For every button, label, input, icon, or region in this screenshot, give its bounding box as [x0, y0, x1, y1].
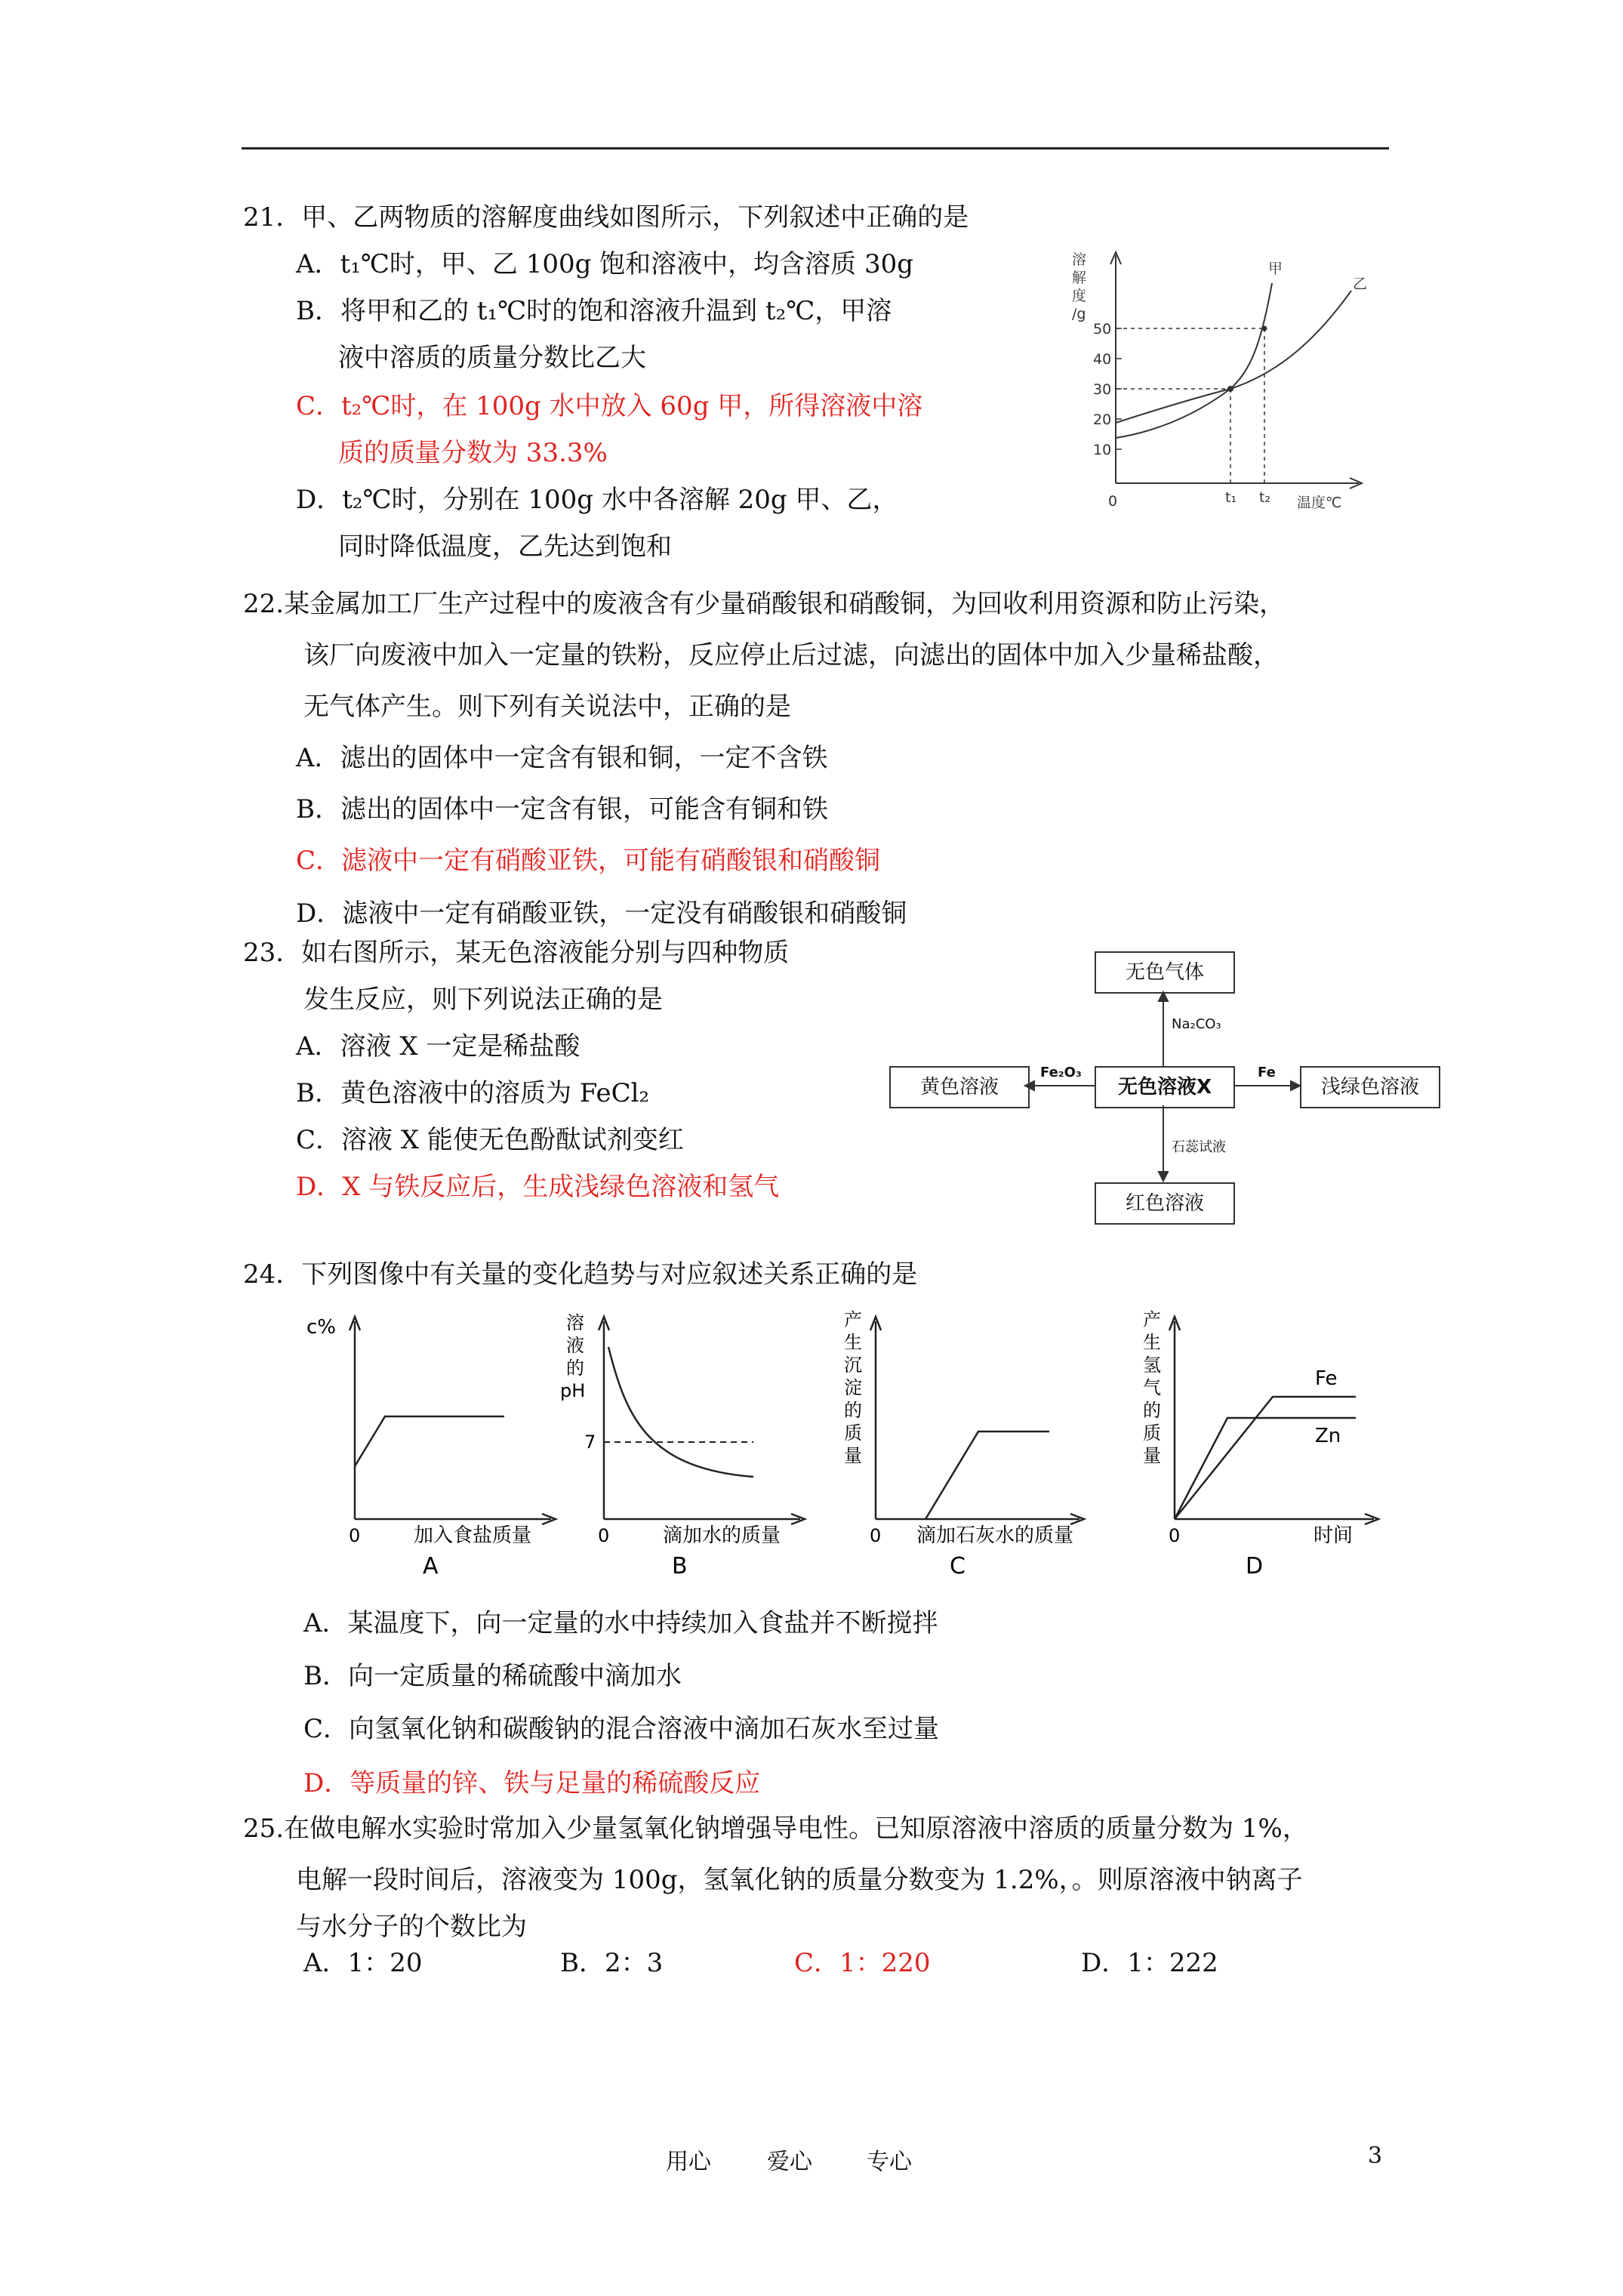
q25-option-b: B．2：3: [560, 1948, 664, 1978]
graph-d-label-zn: Zn: [1315, 1425, 1341, 1447]
arrow-label-fe2o3: Fe₂O₃: [1040, 1065, 1082, 1080]
graph-d: [1110, 1299, 1397, 1586]
graph-c-ylabel-1: 产: [844, 1309, 862, 1330]
q24-option-b: B．向一定质量的稀硫酸中滴加水: [303, 1661, 682, 1691]
graph-d-xlabel: 时间: [1313, 1524, 1354, 1547]
q22-option-a: A．滤出的固体中一定含有银和铜，一定不含铁: [296, 743, 828, 773]
arrow-label-litmus: 石蕊试液: [1172, 1139, 1226, 1155]
solubility-chart: [1049, 242, 1397, 521]
chart-ylabel-1: 溶: [1072, 251, 1087, 268]
chart-ytick-40: 40: [1093, 351, 1112, 368]
chart-xtick-t2: t₂: [1259, 489, 1271, 506]
chart-ylabel-2: 解: [1072, 270, 1087, 286]
graph-b-xlabel: 滴加水的质量: [663, 1524, 781, 1547]
graph-d-ylabel-4: 气: [1143, 1377, 1161, 1398]
q21-option-d: D．t₂℃时，分别在 100g 水中各溶解 20g 甲、乙，: [296, 485, 898, 515]
q22-stem-line3: 无气体产生。则下列有关说法中，正确的是: [303, 692, 791, 722]
chart-ytick-30: 30: [1093, 381, 1112, 398]
graph-d-fe-line: [1175, 1397, 1356, 1519]
graph-c-letter: C: [950, 1553, 965, 1579]
page-number: 3: [1368, 2143, 1383, 2169]
series-yi-line: [1116, 291, 1351, 423]
q24-stem: 24．下列图像中有关量的变化趋势与对应叙述关系正确的是: [243, 1259, 918, 1290]
chart-xtick-t1: t₁: [1225, 489, 1237, 506]
graph-c-ylabel-2: 生: [844, 1332, 862, 1353]
graph-d-letter: D: [1246, 1553, 1264, 1579]
chart-ylabel-4: /g: [1072, 306, 1086, 322]
q21-stem: 21．甲、乙两物质的溶解度曲线如图所示，下列叙述中正确的是: [243, 202, 969, 233]
diagram-box-bottom: 红色溶液: [1095, 1182, 1235, 1225]
q21-option-c: C．t₂℃时，在 100g 水中放入 60g 甲，所得溶液中溶: [296, 391, 923, 421]
q21-option-b-cont: 液中溶质的质量分数比乙大: [338, 343, 646, 373]
q24-option-d: D．等质量的锌、铁与足量的稀硫酸反应: [303, 1768, 761, 1798]
graph-c-xlabel: 滴加石灰水的质量: [916, 1524, 1074, 1547]
q22-stem-line1: 22.某金属加工厂生产过程中的废液含有少量硝酸银和硝酸铜，为回收利用资源和防止污染，: [243, 589, 1286, 619]
graph-b-tick-7: 7: [584, 1432, 596, 1453]
q23-stem-line1: 23．如右图所示，某无色溶液能分别与四种物质: [243, 938, 790, 968]
graph-b-ylabel-3: 的: [566, 1358, 584, 1379]
q24-option-a: A．某温度下，向一定量的水中持续加入食盐并不断搅拌: [303, 1608, 938, 1638]
graph-b-letter: B: [672, 1553, 688, 1579]
graph-c-ylabel-4: 淀: [844, 1377, 862, 1398]
q21-option-b: B．将甲和乙的 t₁℃时的饱和溶液升温到 t₂℃，甲溶: [296, 296, 892, 326]
graph-c-line: [925, 1432, 1049, 1519]
graph-d-label-fe: Fe: [1315, 1367, 1338, 1390]
q21-option-d-cont: 同时降低温度，乙先达到饱和: [338, 532, 672, 562]
graph-b-origin: 0: [598, 1525, 610, 1546]
graph-d-ylabel-7: 量: [1143, 1445, 1161, 1466]
arrow-label-na2co3: Na₂CO₃: [1172, 1016, 1221, 1032]
series-label-jia: 甲: [1268, 260, 1283, 277]
q25-option-c: C．1：220: [794, 1948, 931, 1978]
graph-c-ylabel-3: 沉: [844, 1354, 862, 1376]
header-rule: [242, 147, 1389, 149]
q23-stem-line2: 发生反应，则下列说法正确的是: [303, 985, 663, 1015]
chart-ytick-50: 50: [1093, 321, 1112, 337]
graph-a: [302, 1299, 559, 1586]
graph-c-origin: 0: [870, 1525, 882, 1546]
chart-xlabel: 温度℃: [1297, 495, 1342, 511]
q24-option-c: C．向氢氧化钠和碳酸钠的混合溶液中滴加石灰水至过量: [303, 1714, 940, 1744]
diagram-box-left: 黄色溶液: [889, 1066, 1030, 1108]
diagram-box-center: 无色溶液X: [1095, 1066, 1235, 1108]
graph-b-ylabel-1: 溶: [566, 1312, 584, 1333]
graph-c-ylabel-6: 质: [844, 1422, 862, 1444]
diagram-box-top: 无色气体: [1095, 951, 1235, 994]
q23-option-b: B．黄色溶液中的溶质为 FeCl₂: [296, 1078, 650, 1108]
q22-option-c: C．滤液中一定有硝酸亚铁，可能有硝酸银和硝酸铜: [296, 846, 881, 876]
graph-d-origin: 0: [1169, 1525, 1181, 1546]
q22-option-d: D．滤液中一定有硝酸亚铁，一定没有硝酸银和硝酸铜: [296, 898, 907, 929]
q25-stem-line3: 与水分子的个数比为: [296, 1912, 527, 1942]
q25-option-a: A．1：20: [303, 1948, 423, 1978]
graph-d-ylabel-3: 氢: [1143, 1354, 1161, 1376]
footer-text-3: 专心: [867, 2149, 912, 2175]
graph-b-ylabel-4: pH: [560, 1380, 586, 1401]
graph-b-curve: [608, 1347, 753, 1477]
q23-option-c: C．溶液 X 能使无色酚酞试剂变红: [296, 1125, 684, 1155]
graph-d-ylabel-5: 的: [1143, 1400, 1161, 1421]
graph-a-letter: A: [423, 1553, 439, 1579]
chart-origin: 0: [1108, 493, 1118, 510]
q25-stem-line1: 25.在做电解水实验时常加入少量氢氧化钠增强导电性。已知原溶液中溶质的质量分数为 1%，: [243, 1814, 1308, 1844]
graph-d-ylabel-1: 产: [1143, 1309, 1161, 1330]
q22-option-b: B．滤出的固体中一定含有银，可能含有铜和铁: [296, 794, 828, 824]
chart-ylabel-3: 度: [1072, 288, 1087, 304]
graph-b: [551, 1299, 808, 1586]
graph-a-ylabel: c%: [306, 1316, 336, 1339]
graph-d-ylabel-6: 质: [1143, 1422, 1161, 1444]
q23-option-a: A．溶液 X 一定是稀盐酸: [296, 1031, 581, 1062]
series-label-yi: 乙: [1353, 276, 1368, 292]
graph-c-ylabel-5: 的: [844, 1400, 862, 1421]
arrow-label-fe: Fe: [1258, 1065, 1276, 1080]
graph-d-ylabel-2: 生: [1143, 1332, 1161, 1353]
q25-stem-line2: 电解一段时间后，溶液变为 100g，氢氧化钠的质量分数变为 1.2%，。则原溶液中钠离子: [296, 1865, 1303, 1895]
jia-t2-point: [1262, 326, 1267, 331]
footer-text-1: 用心: [666, 2149, 711, 2175]
graph-a-xlabel: 加入食盐质量: [414, 1524, 532, 1547]
graph-a-line: [355, 1416, 504, 1466]
q23-option-d: D．X 与铁反应后，生成浅绿色溶液和氢气: [296, 1172, 780, 1202]
chart-ytick-20: 20: [1093, 411, 1112, 428]
graph-c-ylabel-7: 量: [844, 1445, 862, 1466]
q21-option-a: A．t₁℃时，甲、乙 100g 饱和溶液中，均含溶质 30g: [296, 249, 913, 279]
q21-option-c-cont: 质的质量分数为 33.3%: [338, 438, 608, 468]
graph-c: [823, 1299, 1110, 1586]
diagram-arrows: [883, 944, 1449, 1231]
graph-a-origin: 0: [349, 1525, 361, 1546]
q25-option-d: D．1：222: [1081, 1948, 1218, 1978]
graph-b-ylabel-2: 液: [566, 1335, 584, 1356]
diagram-box-right: 浅绿色溶液: [1300, 1066, 1440, 1108]
footer-text-2: 爱心: [767, 2149, 812, 2175]
q22-stem-line2: 该厂向废液中加入一定量的铁粉，反应停止后过滤，向滤出的固体中加入少量稀盐酸，: [303, 640, 1279, 670]
chart-ytick-10: 10: [1093, 442, 1112, 458]
intersection-point: [1227, 386, 1233, 392]
